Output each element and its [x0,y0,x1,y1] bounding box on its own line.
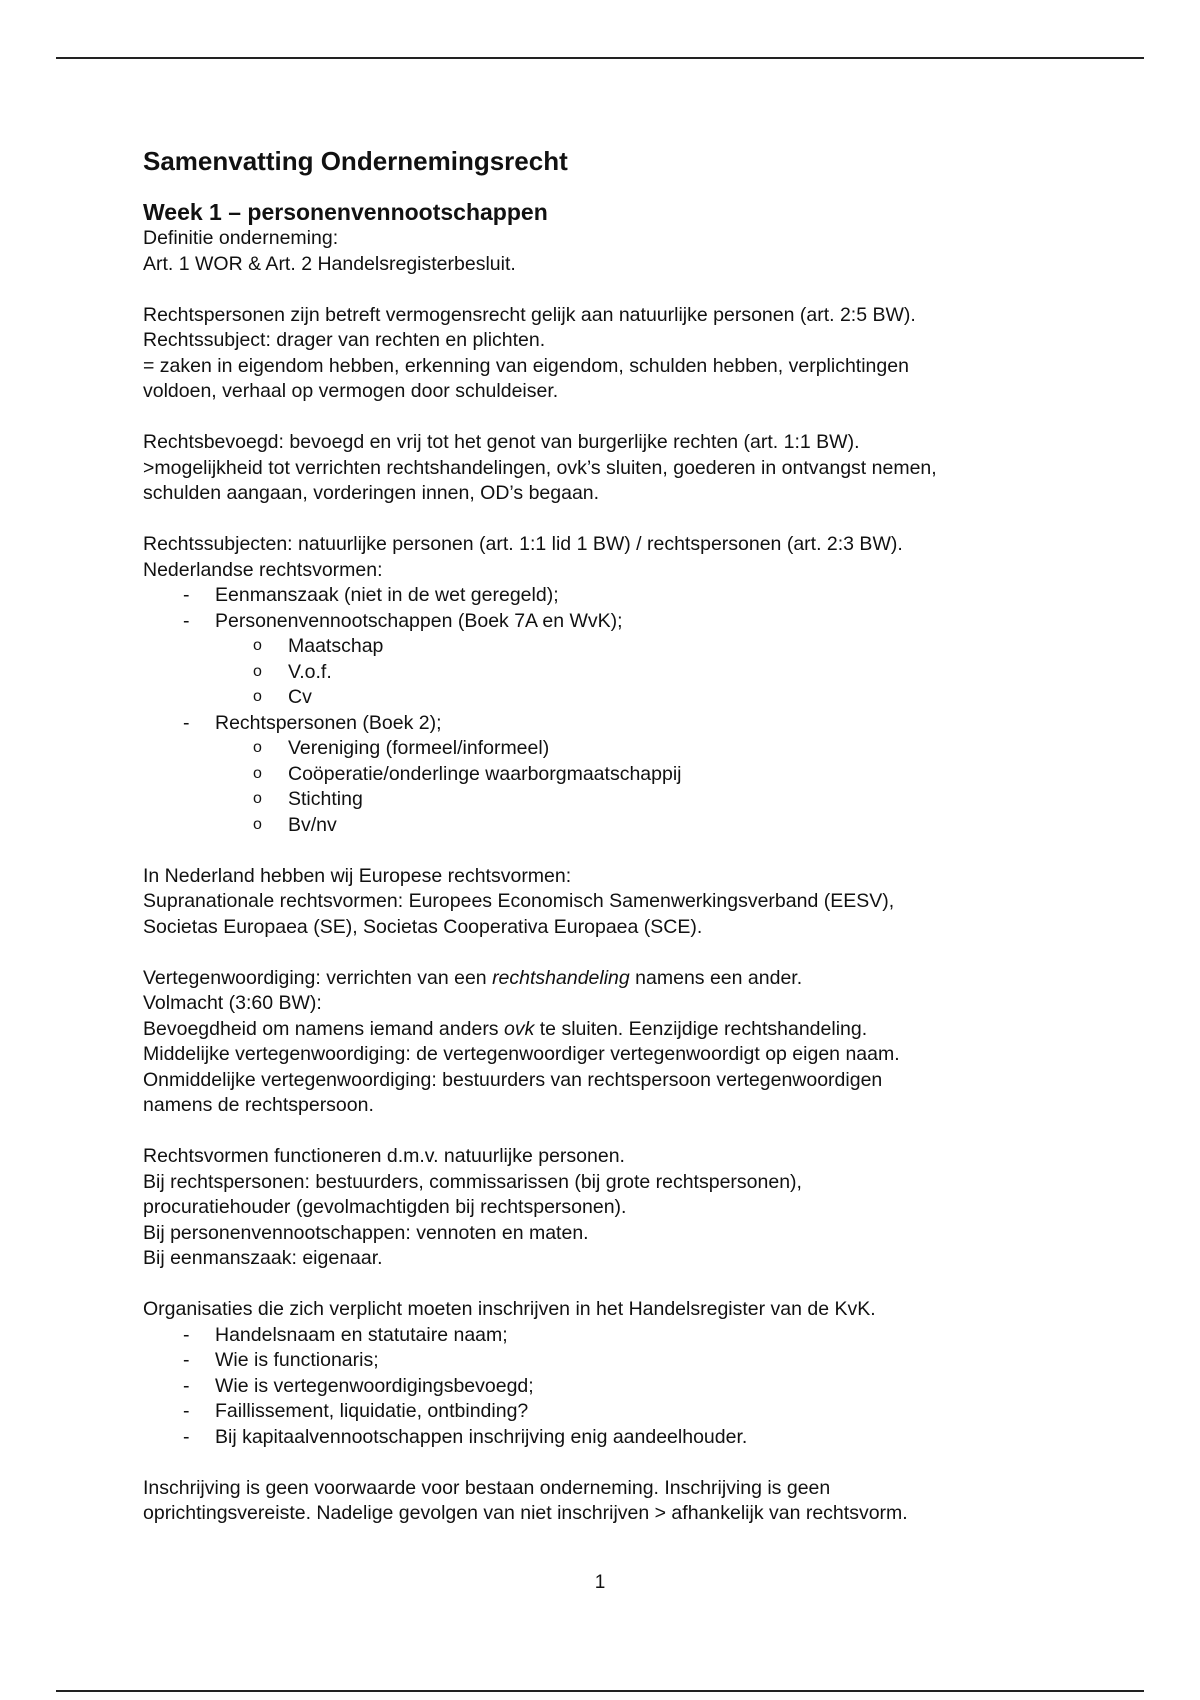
text-line: Middelijke vertegenwoordiging: de vertegenwoordiger vertegenwoordigt op eigen naam. [143,1043,900,1065]
text-line: Vertegenwoordiging: verrichten van een rechtshandeling namens een ander. [143,966,803,989]
text-line: Definitie onderneming: [143,227,339,249]
text-line: Rechtsvormen functioneren d.m.v. natuurlijke personen. [143,1145,625,1167]
text-line: Bevoegdheid om namens iemand anders ovk te sluiten. Eenzijdige rechtshandeling. [143,1017,868,1040]
text-line: Bij eenmanszaak: eigenaar. [143,1247,383,1269]
text-line: = zaken in eigendom hebben, erkenning van eigendom, schulden hebben, verplichtingen [143,354,909,377]
list-item: - Handelsnaam en statutaire naam; [183,1323,508,1346]
document-page [143,142,1063,1527]
top-rule [56,57,1144,59]
week-heading: Week 1 – personenvennootschappen [143,199,548,225]
text-line: >mogelijkheid tot verrichten rechtshandelingen, ovk’s sluiten, goederen in ontvangst nemen, [143,456,937,479]
text-line: Volmacht (3:60 BW): [143,992,322,1014]
text-line: Nederlandse rechtsvormen: [143,558,383,581]
sub-list-item: o Cv [253,686,312,708]
rechtsvormen-list [143,583,1063,838]
list-item: - Rechtspersonen (Boek 2); [183,711,442,734]
text-line: Rechtsbevoegd: bevoegd en vrij tot het genot van burgerlijke rechten (art. 1:1 BW). [143,431,860,453]
text-line: Art. 1 WOR & Art. 2 Handelsregisterbesluit. [143,252,516,275]
text-line: namens de rechtspersoon. [143,1094,374,1116]
text-line: Supranationale rechtsvormen: Europees Economisch Samenwerkingsverband (EESV), [143,890,895,912]
text-line: schulden aangaan, vorderingen innen, OD’s begaan. [143,482,600,504]
sub-list-item: o Bv/nv [253,813,337,836]
list-item: - Wie is vertegenwoordigingsbevoegd; [183,1374,534,1397]
text-line: Inschrijving is geen voorwaarde voor bestaan onderneming. Inschrijving is geen [143,1476,831,1499]
text-line: oprichtingsvereiste. Nadelige gevolgen van niet inschrijven > afhankelijk van rechtsvorm. [143,1502,908,1524]
page-number: 1 [594,1572,606,1593]
list-item: - Bij kapitaalvennootschappen inschrijving enig aandeelhouder. [183,1425,748,1448]
text-line: procuratiehouder (gevolmachtigden bij rechtspersonen). [143,1196,627,1218]
text-line: Onmiddelijke vertegenwoordiging: bestuurders van rechtspersoon vertegenwoordigen [143,1068,883,1091]
list-item: - Eenmanszaak (niet in de wet geregeld); [183,584,559,606]
bottom-rule [56,1690,1144,1692]
sub-list-item: o Coöperatie/onderlinge waarborgmaatschappij [253,762,682,785]
document-title: Samenvatting Ondernemingsrecht [143,146,568,176]
text-line: In Nederland hebben wij Europese rechtsvormen: [143,864,572,887]
text-line: voldoen, verhaal op vermogen door schuldeiser. [143,380,559,402]
sub-list-item: o Stichting [253,788,363,810]
text-line: Rechtspersonen zijn betreft vermogensrecht gelijk aan natuurlijke personen (art. 2:5 BW). [143,303,916,326]
text-line: Bij personenvennootschappen: vennoten en maten. [143,1221,589,1244]
sub-list-item: o Vereniging (formeel/informeel) [253,737,550,759]
sub-list-item: o V.o.f. [253,660,332,683]
text-line: Bij rechtspersonen: bestuurders, commissarissen (bij grote rechtspersonen), [143,1170,802,1193]
text-line: Rechtssubject: drager van rechten en plichten. [143,329,546,351]
inschrijving-list [143,1323,1063,1451]
list-item: - Personenvennootschappen (Boek 7A en WvK); [183,609,623,632]
list-item: - Wie is functionaris; [183,1349,379,1371]
sub-list-item: o Maatschap [253,635,384,657]
text-line: Societas Europaea (SE), Societas Cooperativa Europaea (SCE). [143,915,703,938]
list-item: - Faillissement, liquidatie, ontbinding? [183,1400,529,1422]
text-line: Rechtssubjecten: natuurlijke personen (art. 1:1 lid 1 BW) / rechtspersonen (art. 2:3 BW). [143,533,903,555]
text-line: Organisaties die zich verplicht moeten inschrijven in het Handelsregister van de KvK. [143,1298,876,1320]
